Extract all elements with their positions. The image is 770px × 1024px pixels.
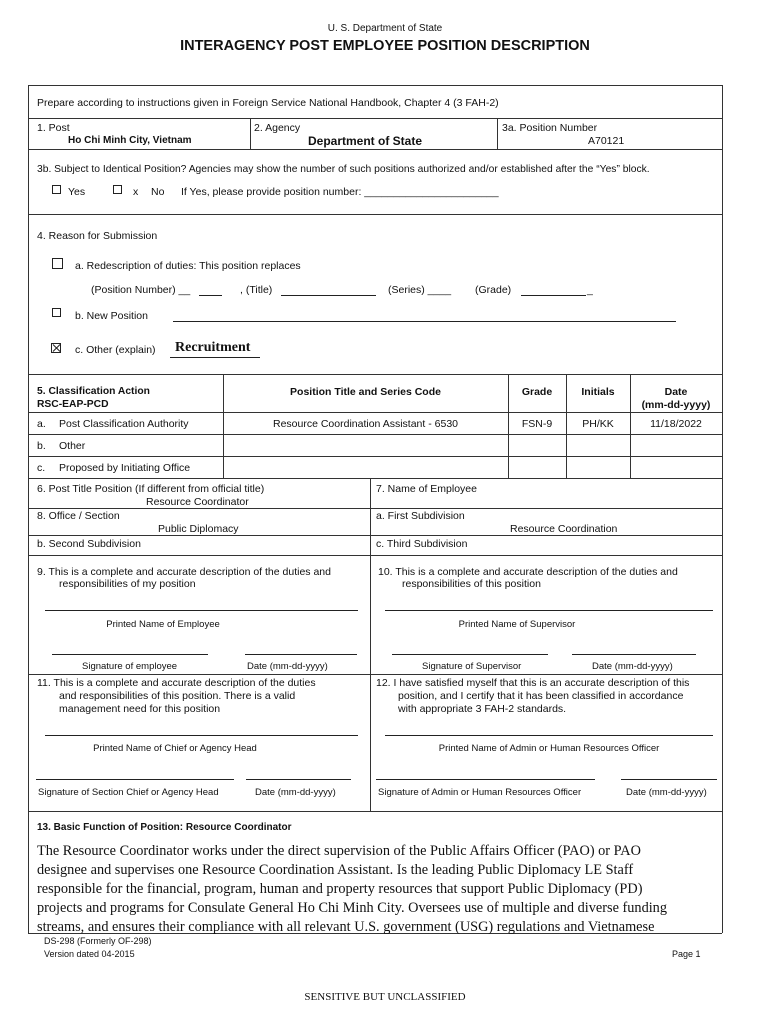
post-value[interactable]: Ho Chi Minh City, Vietnam [68, 135, 192, 146]
employee-date-field[interactable] [245, 654, 357, 655]
first-subdivision-label: a. First Subdivision [376, 510, 465, 522]
chief-signature-field[interactable] [36, 779, 234, 780]
replaced-grade-field[interactable] [521, 295, 586, 296]
no-checkbox[interactable] [113, 185, 122, 194]
classification-marking: SENSITIVE BUT UNCLASSIFIED [304, 991, 466, 1003]
hr-printed-name-field[interactable] [385, 735, 713, 736]
cert12-text: 12. I have satisfied myself that this is an accurate description of this [376, 677, 690, 689]
basic-function-line: responsible for the financial, program, human and property resources that support Public Diplomacy (PD) [37, 881, 643, 897]
agency-value[interactable]: Department of State [308, 134, 423, 148]
no-mark: x [133, 186, 139, 198]
row-a-grade[interactable]: FSN-9 [521, 418, 553, 430]
replaced-grade-end: _ [587, 284, 593, 296]
other-label: c. Other (explain) [75, 344, 156, 356]
second-subdivision-label: b. Second Subdivision [37, 538, 141, 550]
chief-date-label: Date (mm-dd-yyyy) [255, 787, 336, 798]
hr-date-label: Date (mm-dd-yyyy) [626, 787, 707, 798]
post-title-value[interactable]: Resource Coordinator [146, 496, 249, 508]
new-position-label: b. New Position [75, 310, 148, 322]
row-a-initials[interactable]: PH/KK [582, 418, 614, 430]
reason-label: 4. Reason for Submission [37, 230, 158, 242]
replaced-grade-label: (Grade) [475, 284, 512, 296]
hr-printed-name-label: Printed Name of Admin or Human Resources Officer [438, 743, 660, 754]
row-b-desc: Other [59, 440, 86, 452]
position-number-label: 3a. Position Number [502, 122, 598, 134]
row-c-desc: Proposed by Initiating Office [59, 462, 191, 474]
instructions-text: Prepare according to instructions given in Foreign Service National Handbook, Chapter 4 (3 FAH-2) [37, 97, 499, 109]
form-number: DS-298 (Formerly OF-298) [44, 936, 152, 946]
cert12-text-3: with appropriate 3 FAH-2 standards. [398, 703, 567, 715]
cert9-text-2: responsibilities of my position [59, 578, 196, 590]
employee-signature-field[interactable] [52, 654, 208, 655]
basic-function-line: The Resource Coordinator works under the direct supervision of the Public Affairs Officer (PAO) or PAO [37, 843, 641, 859]
replaced-title-label: , (Title) [240, 284, 273, 296]
cert11-text-3: management need for this position [59, 703, 221, 715]
first-subdivision-value[interactable]: Resource Coordination [510, 523, 618, 535]
employee-date-label: Date (mm-dd-yyyy) [247, 661, 328, 672]
row-a-desc: Post Classification Authority [59, 418, 189, 430]
redescription-checkbox[interactable] [52, 258, 63, 269]
replaced-position-number[interactable]: (Position Number) __ [91, 284, 191, 296]
row-c-label: c. [37, 462, 46, 474]
classification-action-label: 5. Classification Action [37, 386, 150, 397]
row-a-title[interactable]: Resource Coordination Assistant - 6530 [272, 418, 459, 430]
employee-name-label: 7. Name of Employee [376, 483, 477, 495]
chief-signature-label: Signature of Section Chief or Agency Head [38, 787, 219, 798]
employee-printed-name-field[interactable] [45, 610, 358, 611]
office-section-value[interactable]: Public Diplomacy [158, 523, 239, 535]
supervisor-date-field[interactable] [572, 654, 696, 655]
grade-header: Grade [521, 386, 553, 398]
basic-function-line: designee and supervises one Resource Coordination Assistant. Is the leading Public Diplomacy LE Staff [37, 862, 634, 878]
if-yes-position-number[interactable]: If Yes, please provide position number: _______________________ [181, 186, 499, 198]
position-title-header: Position Title and Series Code [290, 386, 441, 398]
new-position-field[interactable] [173, 321, 676, 322]
basic-function-body [37, 842, 722, 937]
cert10-text-2: responsibilities of this position [402, 578, 541, 590]
replaced-title-field[interactable] [281, 295, 376, 296]
chief-date-field[interactable] [246, 779, 351, 780]
row-a-label: a. [37, 418, 46, 430]
form-title: INTERAGENCY POST EMPLOYEE POSITION DESCRIPTION [180, 38, 590, 54]
hr-date-field[interactable] [621, 779, 717, 780]
replaced-series[interactable]: (Series) ____ [388, 284, 452, 296]
position-number-value[interactable]: A70121 [588, 135, 625, 147]
redescription-label: a. Redescription of duties: This position replaces [75, 260, 301, 272]
form-version: Version dated 04-2015 [44, 949, 135, 959]
classification-code: RSC-EAP-PCD [37, 399, 109, 410]
hr-signature-field[interactable] [376, 779, 595, 780]
cert10-text: 10. This is a complete and accurate description of the duties and [378, 566, 678, 578]
post-title-label: 6. Post Title Position (If different from official title) [37, 483, 265, 495]
chief-printed-name-field[interactable] [45, 735, 358, 736]
employee-printed-name-label: Printed Name of Employee [106, 619, 220, 630]
cert11-text: 11. This is a complete and accurate description of the duties [37, 677, 316, 689]
other-checkbox-checked[interactable] [51, 343, 61, 353]
yes-label: Yes [68, 186, 86, 198]
supervisor-date-label: Date (mm-dd-yyyy) [592, 661, 673, 672]
supervisor-signature-label: Signature of Supervisor [422, 661, 522, 672]
form-border-left [28, 85, 29, 933]
date-header: Date [664, 386, 688, 398]
page-number: Page 1 [672, 949, 701, 959]
initials-header: Initials [581, 386, 615, 398]
post-label: 1. Post [37, 122, 70, 134]
employee-signature-label: Signature of employee [82, 661, 178, 672]
row-b-label: b. [37, 440, 46, 452]
identical-position-label: 3b. Subject to Identical Position? Agencies may show the number of such positions authorized and/or established after the “Yes” block. [37, 164, 650, 175]
supervisor-printed-name-label: Printed Name of Supervisor [458, 619, 576, 630]
cert11-text-2: and responsibilities of this position. There is a valid [59, 690, 296, 702]
date-format-header: (mm-dd-yyyy) [641, 399, 711, 411]
chief-printed-name-label: Printed Name of Chief or Agency Head [93, 743, 257, 754]
department-name: U. S. Department of State [327, 23, 443, 34]
yes-checkbox[interactable] [52, 185, 61, 194]
basic-function-label: 13. Basic Function of Position: Resource Coordinator [37, 822, 292, 833]
third-subdivision-label: c. Third Subdivision [376, 538, 468, 550]
form-border-top [28, 85, 722, 86]
cert9-text: 9. This is a complete and accurate description of the duties and [37, 566, 331, 578]
supervisor-printed-name-field[interactable] [385, 610, 713, 611]
cert12-text-2: position, and I certify that it has been classified in accordance [398, 690, 684, 702]
agency-label: 2. Agency [254, 122, 301, 134]
other-explanation-value[interactable]: Recruitment [175, 340, 251, 355]
no-label: No [151, 186, 165, 198]
basic-function-line: projects and programs for Consulate General Ho Chi Minh City. Oversees use of multiple and diverse funding [37, 900, 667, 916]
supervisor-signature-field[interactable] [392, 654, 548, 655]
hr-signature-label: Signature of Admin or Human Resources Officer [378, 787, 582, 798]
new-position-checkbox[interactable] [52, 308, 61, 317]
row-a-date[interactable]: 11/18/2022 [650, 418, 702, 430]
basic-function-line: streams, and ensures their compliance with all relevant U.S. government (USG) regulations and Vietnamese [37, 919, 655, 935]
office-section-label: 8. Office / Section [37, 510, 120, 522]
form-border-right [722, 85, 723, 933]
